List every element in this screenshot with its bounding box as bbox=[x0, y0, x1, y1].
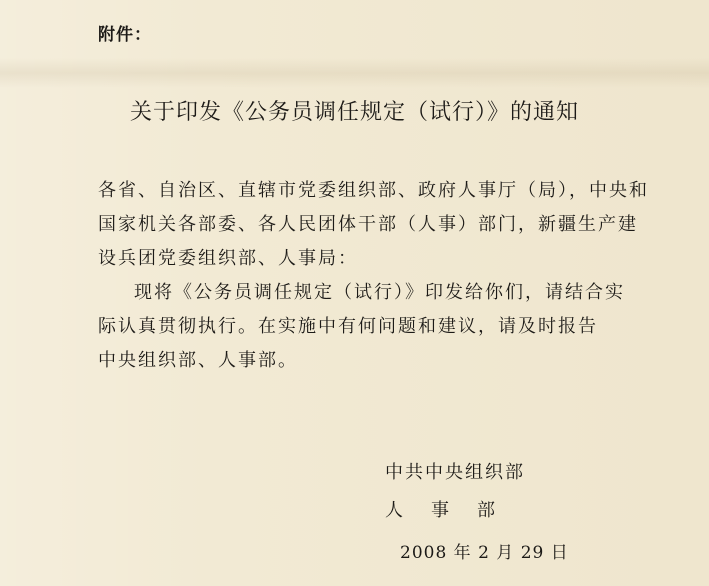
body-paragraph bbox=[98, 276, 625, 378]
attachment-label: 附件： bbox=[98, 25, 152, 45]
addressee-line-3: 设兵团党委组织部、人事局： bbox=[98, 248, 358, 269]
signature-date: 2008 年 2 月 29 日 bbox=[400, 543, 569, 563]
addressee-paragraph bbox=[98, 174, 649, 276]
addressee-line-1: 各省、自治区、直辖市党委组织部、政府人事厅（局），中央和 bbox=[98, 180, 649, 201]
signature-org-1: 中共中央组织部 bbox=[385, 462, 525, 483]
body-line-1: 现将《公务员调任规定（试行）》印发给你们，请结合实 bbox=[134, 282, 625, 303]
document-title: 关于印发《公务员调任规定（试行）》的通知 bbox=[129, 100, 579, 125]
body-line-2: 际认真贯彻执行。在实施中有何问题和建议，请及时报告 bbox=[98, 316, 598, 337]
body-line-3: 中央组织部、人事部。 bbox=[98, 350, 298, 371]
signature-org-2: 人事部 bbox=[385, 500, 523, 521]
paper-fold-shadow bbox=[0, 58, 709, 88]
addressee-line-2: 国家机关各部委、各人民团体干部（人事）部门，新疆生产建 bbox=[98, 214, 638, 235]
